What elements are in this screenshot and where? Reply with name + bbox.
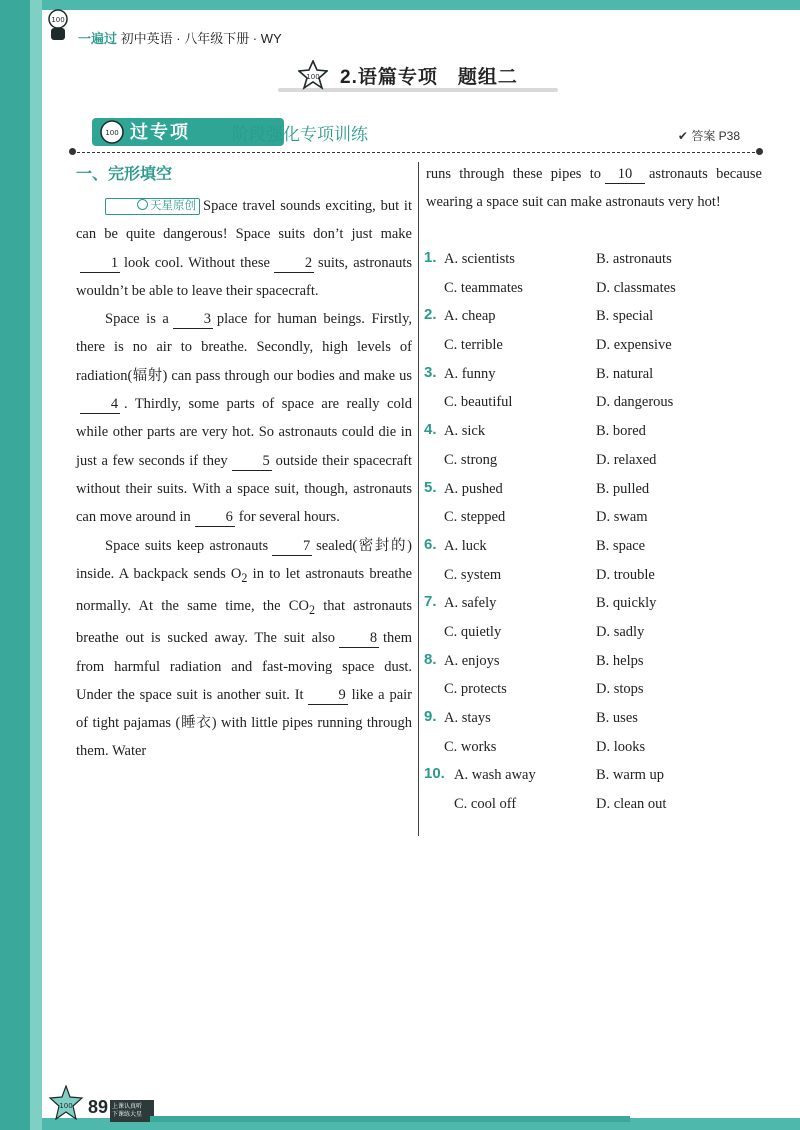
question-row xyxy=(424,591,764,620)
blank-4[interactable]: 4 xyxy=(80,395,120,414)
option-d[interactable]: D. stops xyxy=(596,681,644,698)
option-d[interactable]: D. dangerous xyxy=(596,394,674,411)
question-row xyxy=(424,304,764,333)
option-d[interactable]: D. classmates xyxy=(596,279,676,296)
practice-banner xyxy=(72,115,760,155)
banner-dot-right xyxy=(756,148,763,155)
option-c[interactable]: C. protects xyxy=(444,681,507,698)
question-row xyxy=(424,276,764,305)
option-a[interactable]: A. enjoys xyxy=(444,652,500,669)
question-number: 5. xyxy=(424,478,437,496)
question-row xyxy=(424,534,764,563)
option-a[interactable]: A. sick xyxy=(444,423,486,440)
question-row xyxy=(424,247,764,276)
blank-5[interactable]: 5 xyxy=(232,452,272,471)
page-side-band xyxy=(0,0,42,1130)
option-a[interactable]: A. cheap xyxy=(444,308,496,325)
option-b[interactable]: B. special xyxy=(596,308,654,325)
passage-text: Space travel sounds exciting, but it can be quite dangerous! Space suits don’t just make xyxy=(76,198,412,243)
option-b[interactable]: B. quickly xyxy=(596,595,657,612)
passage-text: outside their spacecraft without their suits. With a space suit, though, astronauts can move around in xyxy=(76,452,412,526)
section-title xyxy=(278,60,558,94)
passage-text: for several hours. xyxy=(238,509,340,526)
passage-text: that astronauts breathe out is sucked away. The suit also xyxy=(76,598,413,647)
footer-slogan-line-1: 上课认真听 xyxy=(112,1104,143,1110)
option-b[interactable]: B. bored xyxy=(596,423,646,440)
question-row xyxy=(424,419,764,448)
blank-8[interactable]: 8 xyxy=(339,629,379,648)
passage-paragraph-1 xyxy=(76,192,412,305)
option-d[interactable]: D. trouble xyxy=(596,566,655,583)
option-c[interactable]: C. terrible xyxy=(444,337,503,354)
option-c[interactable]: C. system xyxy=(444,566,502,583)
option-a[interactable]: A. wash away xyxy=(454,767,536,784)
question-row xyxy=(424,362,764,391)
column-divider xyxy=(418,162,419,836)
question-row xyxy=(424,505,764,534)
banner-badge-text: 过专项 xyxy=(130,122,190,142)
passage-text: in to let astronauts breathe normally. At the same time, the CO xyxy=(76,565,413,615)
passage-paragraph-4 xyxy=(426,160,762,217)
option-d[interactable]: D. clean out xyxy=(596,796,667,813)
subscript: 2 xyxy=(241,570,248,585)
blank-1[interactable]: 1 xyxy=(80,254,120,273)
question-row xyxy=(424,390,764,419)
question-row xyxy=(424,448,764,477)
blank-2[interactable]: 2 xyxy=(274,254,314,273)
banner-subtitle: 阶段强化专项训练 xyxy=(232,125,368,144)
source-tag-text: 天星原创 xyxy=(150,200,196,212)
option-d[interactable]: D. relaxed xyxy=(596,451,657,468)
book-header xyxy=(78,28,282,47)
option-b[interactable]: B. uses xyxy=(596,710,638,726)
footer-slogan xyxy=(110,1100,154,1122)
option-d[interactable]: D. swam xyxy=(596,509,648,526)
option-b[interactable]: B. pulled xyxy=(596,480,650,497)
question-row xyxy=(424,477,764,506)
option-d[interactable]: D. looks xyxy=(596,738,646,755)
question-number: 4. xyxy=(424,421,437,439)
passage-left-column xyxy=(76,160,412,766)
option-c[interactable]: C. beautiful xyxy=(444,394,513,411)
option-c[interactable]: C. stepped xyxy=(444,509,506,526)
passage-text: Space is a xyxy=(105,311,169,328)
option-b[interactable]: B. space xyxy=(596,537,646,554)
tag-circle-icon xyxy=(137,199,148,210)
question-row xyxy=(424,706,764,735)
passage-text: suits, astronauts wouldn’t be able to leave their spacecraft. xyxy=(76,254,412,299)
option-d[interactable]: D. expensive xyxy=(596,337,672,354)
question-row xyxy=(424,677,764,706)
option-c[interactable]: C. works xyxy=(444,738,497,755)
footer-strip xyxy=(150,1116,630,1122)
option-a[interactable]: A. pushed xyxy=(444,480,503,497)
answer-reference: ✔ 答案 P38 xyxy=(677,129,740,143)
question-row xyxy=(424,735,764,764)
question-number: 3. xyxy=(424,363,437,381)
cloze-heading: 一、完形填空 xyxy=(76,166,173,183)
option-c[interactable]: C. quietly xyxy=(444,623,502,640)
svg-text:100: 100 xyxy=(105,129,119,137)
answer-reference-text: 答案 P38 xyxy=(691,129,740,143)
book-subtitle: 初中英语 · 八年级下册 · WY xyxy=(120,31,282,46)
option-b[interactable]: B. astronauts xyxy=(596,251,672,267)
question-number: 7. xyxy=(424,593,437,611)
svg-text:100: 100 xyxy=(51,16,65,24)
passage-text: astronauts because wearing a space suit can make astronauts very hot! xyxy=(426,166,762,211)
question-number: 1. xyxy=(424,249,437,266)
question-number: 9. xyxy=(424,708,437,725)
option-a[interactable]: A. scientists xyxy=(444,251,515,267)
option-d[interactable]: D. sadly xyxy=(596,623,645,640)
passage-paragraph-3 xyxy=(76,532,412,766)
question-row xyxy=(424,763,764,792)
option-a[interactable]: A. safely xyxy=(444,595,497,612)
option-b[interactable]: B. helps xyxy=(596,652,644,669)
page-top-band xyxy=(42,0,800,10)
mascot-icon xyxy=(98,119,126,145)
option-c[interactable]: C. strong xyxy=(444,451,498,468)
question-options xyxy=(424,247,764,821)
book-brand: 一遍过 xyxy=(78,31,118,46)
passage-text: like a pair of tight pajamas (睡衣) with little pipes running through them. Water xyxy=(76,686,412,760)
blank-7[interactable]: 7 xyxy=(272,537,312,556)
page-number: 89 xyxy=(88,1097,109,1117)
passage-text: . Thirdly, some parts of space are really cold while other parts are very hot. So astronauts could die in just a few seconds if they xyxy=(76,396,412,469)
blank-6[interactable]: 6 xyxy=(195,508,235,527)
option-c[interactable]: C. teammates xyxy=(444,279,523,296)
question-row xyxy=(424,563,764,592)
option-a[interactable]: A. luck xyxy=(444,537,487,554)
banner-dashed-line xyxy=(72,152,760,153)
blank-3[interactable]: 3 xyxy=(173,310,213,329)
passage-text: sealed(密封的) inside. A backpack sends O xyxy=(76,537,412,582)
passage-paragraph-2 xyxy=(76,305,412,531)
option-c[interactable]: C. cool off xyxy=(454,796,517,813)
blank-9[interactable]: 9 xyxy=(308,686,348,705)
question-number: 8. xyxy=(424,650,437,668)
option-a[interactable]: A. funny xyxy=(444,365,496,382)
footer-slogan-line-2: 下课练大星 xyxy=(112,1112,143,1118)
option-a[interactable]: A. stays xyxy=(444,710,491,726)
passage-text: look cool. Without these xyxy=(124,254,270,271)
banner-dot-left xyxy=(69,148,76,155)
passage-text: place for human beings. Firstly, there is no air to breathe. Secondly, high levels of radiation(辐射) can pass through our bodies and make us xyxy=(76,311,412,384)
question-number: 2. xyxy=(424,306,437,324)
question-row xyxy=(424,333,764,362)
passage-text: Space suits keep astronauts xyxy=(105,537,269,554)
svg-text:100: 100 xyxy=(306,73,320,81)
question-row xyxy=(424,649,764,678)
passage-right-column xyxy=(426,160,762,219)
question-row xyxy=(424,792,764,821)
subscript: 2 xyxy=(308,602,315,617)
blank-10[interactable]: 10 xyxy=(605,165,645,184)
question-row xyxy=(424,620,764,649)
question-number: 6. xyxy=(424,535,437,553)
section-title-text: 2.语篇专项 题组二 xyxy=(340,67,518,88)
svg-text:100: 100 xyxy=(59,1102,73,1110)
option-b[interactable]: B. warm up xyxy=(596,767,665,784)
passage-text: runs through these pipes to xyxy=(426,166,601,182)
star-badge-icon xyxy=(298,60,328,90)
question-number: 10. xyxy=(424,765,445,783)
footer-mascot-icon xyxy=(48,1085,84,1121)
passage-text: them from harmful radiation and fast-moving space dust. Under the space suit is another suit. It xyxy=(76,630,412,703)
option-b[interactable]: B. natural xyxy=(596,365,654,382)
mascot-logo-icon xyxy=(44,8,72,42)
source-tag xyxy=(105,198,200,215)
